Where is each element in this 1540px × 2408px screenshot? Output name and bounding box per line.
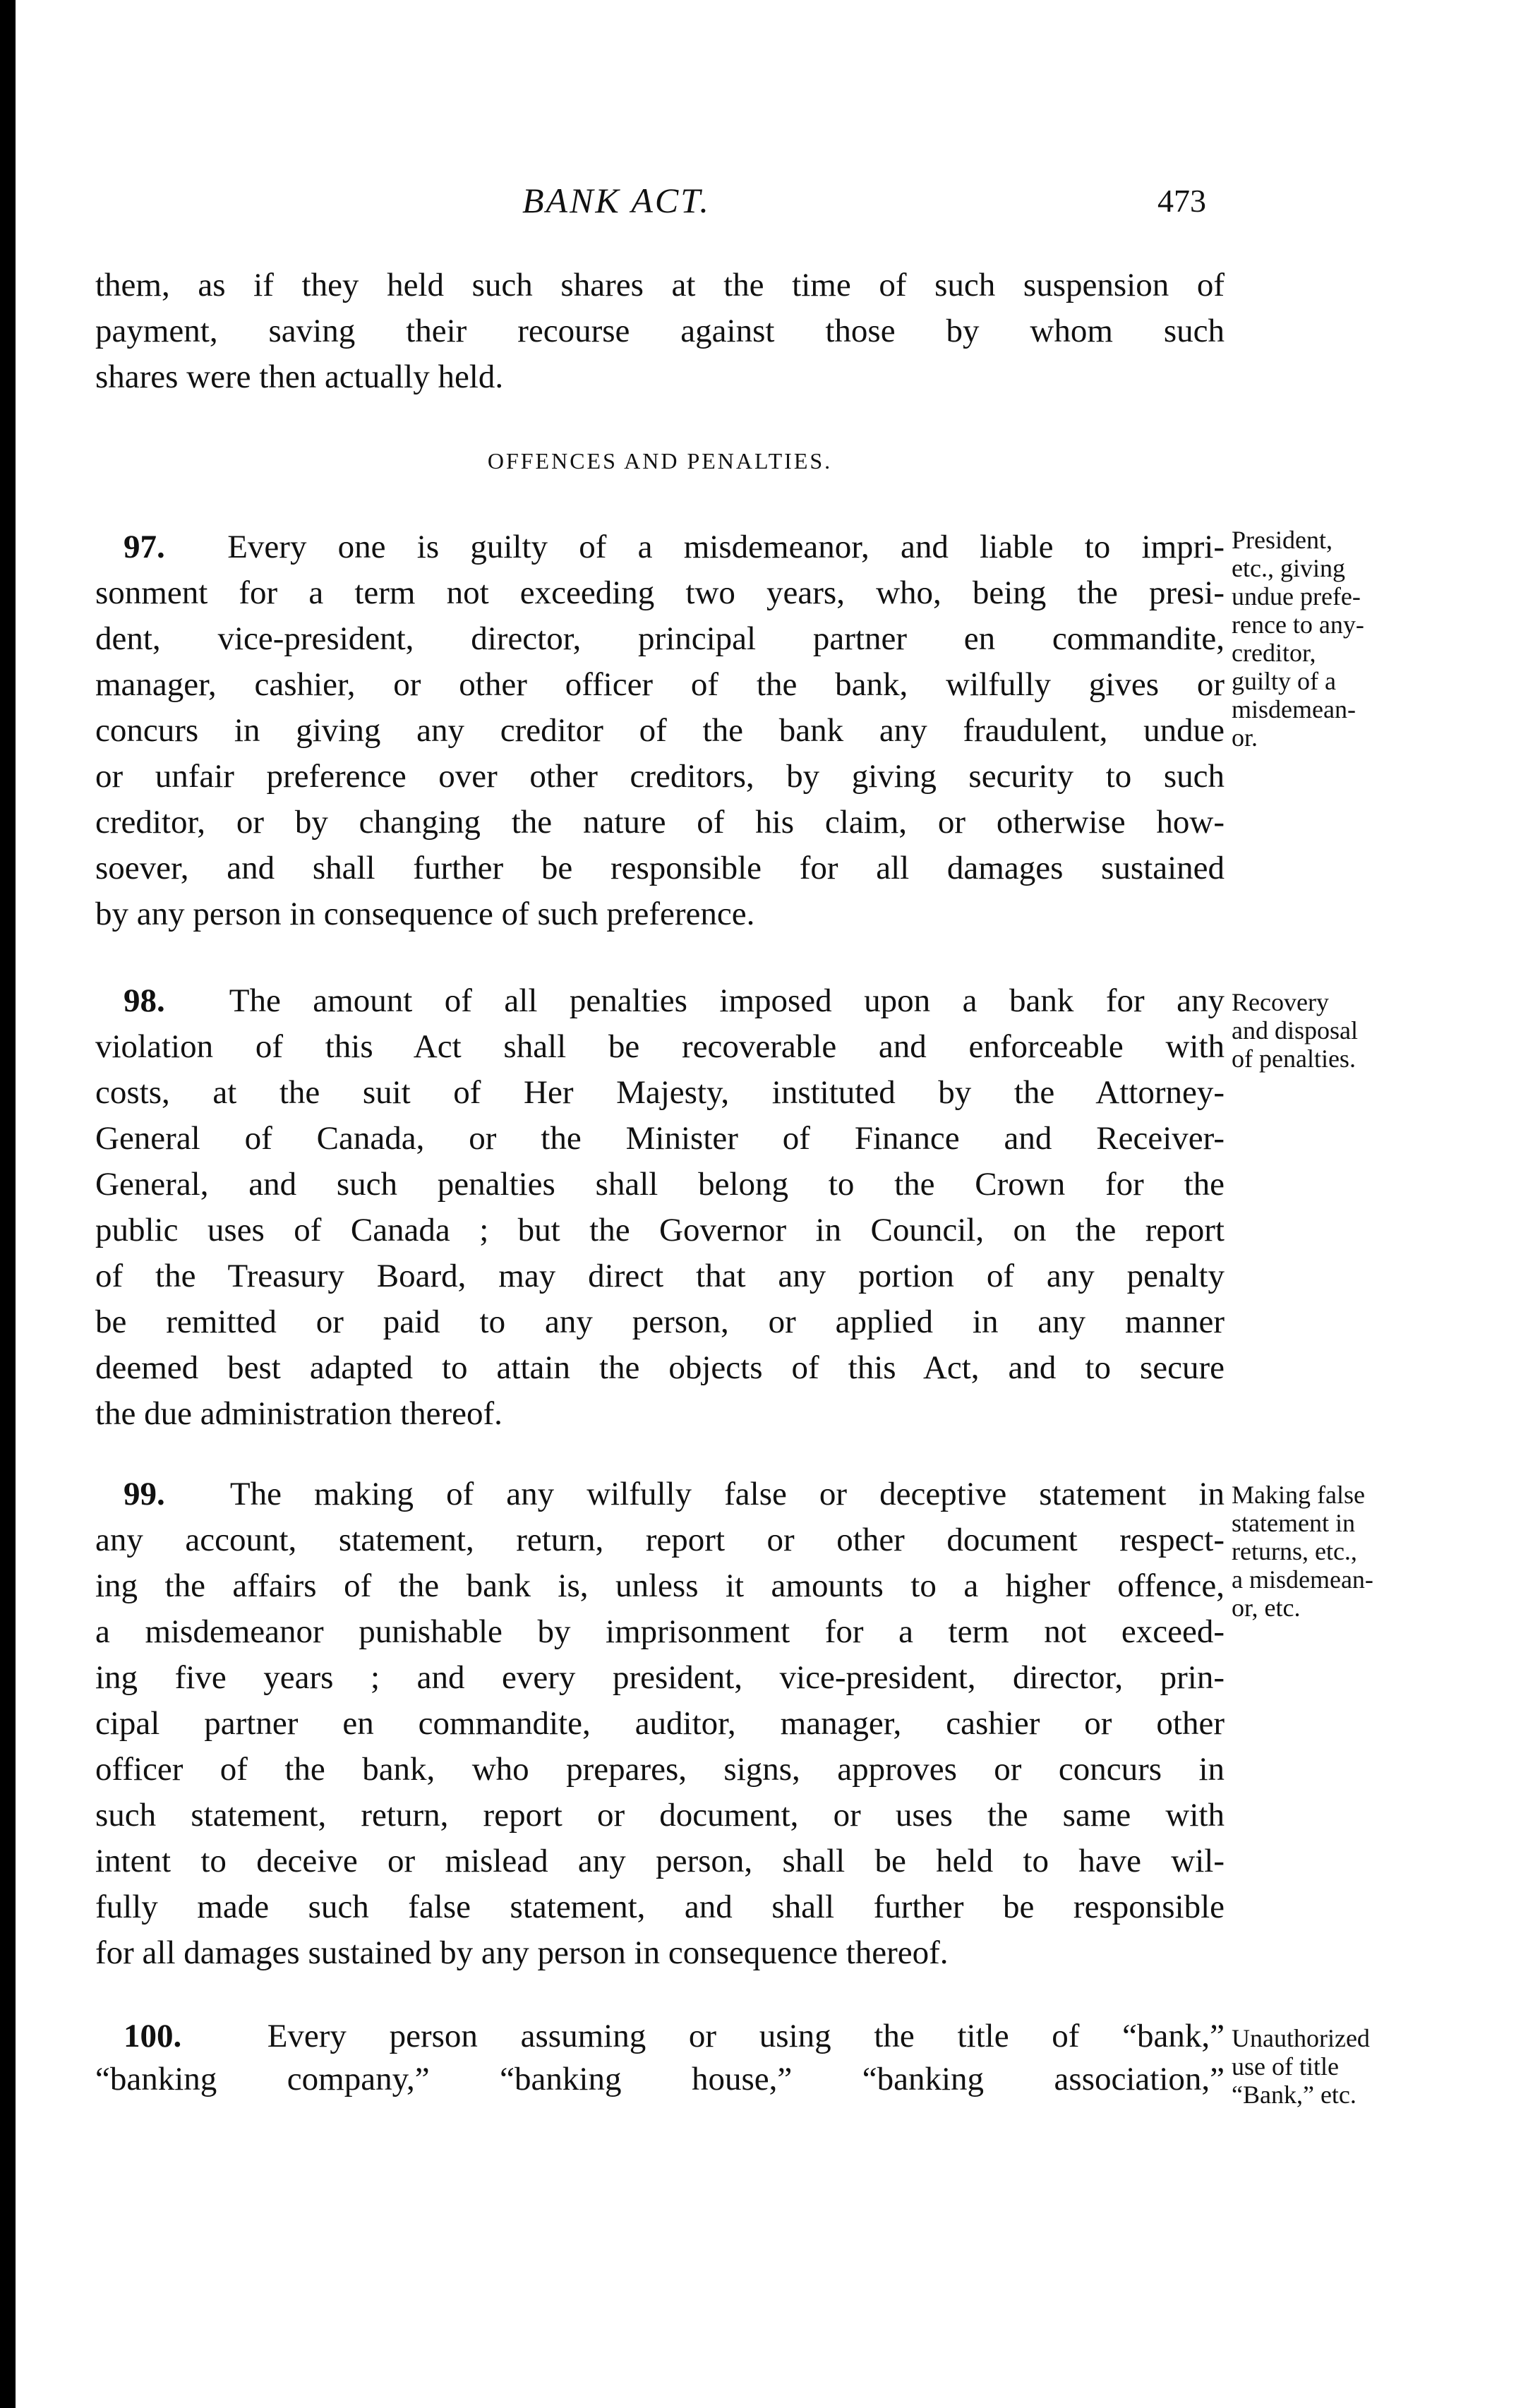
text-line: a misdemeanor punishable by imprisonment for a term not exceed- [95, 1613, 1225, 1650]
text-line: General of Canada, or the Minister of Finance and Receiver- [95, 1120, 1225, 1157]
text-line: shares were then actually held. [95, 359, 504, 395]
text-line: any account, statement, return, report or other document respect- [95, 1522, 1225, 1558]
text-line: fully made such false statement, and shall further be responsible [95, 1889, 1225, 1925]
text-line: them, as if they held such shares at the time of such suspension of [95, 267, 1225, 303]
text-line: sonment for a term not exceeding two years, who, being the presi- [95, 574, 1225, 611]
text-line: cipal partner en commandite, auditor, manager, cashier or other [95, 1705, 1225, 1742]
section-number: 97. [124, 529, 165, 565]
text-line: by any person in consequence of such preference. [95, 896, 755, 932]
text-line: such statement, return, report or document, or uses the same with [95, 1797, 1225, 1834]
text-line: violation of this Act shall be recoverable and enforceable with [95, 1028, 1225, 1065]
text-line: ing five years ; and every president, vice-president, director, prin- [95, 1659, 1225, 1696]
text-line: officer of the bank, who prepares, signs, approves or concurs in [95, 1751, 1225, 1788]
text-line: costs, at the suit of Her Majesty, instituted by the Attorney- [95, 1074, 1225, 1111]
text-line: manager, cashier, or other officer of the bank, wilfully gives or [95, 666, 1225, 703]
text-line: creditor, or by changing the nature of his claim, or otherwise how- [95, 804, 1225, 841]
margin-note-97: President, etc., giving undue prefe- rence to any- creditor, guilty of a misdemean- or. [1232, 526, 1364, 752]
section-number: 100. [124, 2018, 182, 2054]
text-line: concurs in giving any creditor of the bank any fraudulent, undue [95, 712, 1225, 749]
text-line: The amount of all penalties imposed upon a bank for any [229, 982, 1225, 1019]
section-heading: OFFENCES AND PENALTIES. [487, 448, 833, 474]
margin-note-98: Recovery and disposal of penalties. [1232, 988, 1358, 1073]
text-line: payment, saving their recourse against those by whom such [95, 313, 1225, 349]
section-number: 99. [124, 1476, 165, 1512]
section-98 [95, 978, 1225, 1437]
text-line: soever, and shall further be responsible for all damages sustained [95, 850, 1225, 886]
text-line: “banking company,” “banking house,” “banking association,” [95, 2061, 1225, 2097]
running-header-title: BANK ACT. [522, 181, 711, 220]
text-line: Every one is guilty of a misdemeanor, and liable to impri- [227, 529, 1225, 565]
page-number: 473 [1157, 183, 1206, 219]
text-line: General, and such penalties shall belong to the Crown for the [95, 1166, 1225, 1203]
text-line: The making of any wilfully false or deceptive statement in [229, 1476, 1225, 1512]
text-line: of the Treasury Board, may direct that any portion of any penalty [95, 1258, 1225, 1294]
text-line: public uses of Canada ; but the Governor in Council, on the report [95, 1212, 1225, 1248]
text-line: or unfair preference over other creditors, by giving security to such [95, 758, 1225, 795]
text-line: ing the affairs of the bank is, unless it amounts to a higher offence, [95, 1567, 1225, 1604]
text-line: be remitted or paid to any person, or applied in any manner [95, 1304, 1225, 1340]
section-number: 98. [124, 982, 165, 1019]
margin-note-100: Unauthorized use of title “Bank,” etc. [1232, 2024, 1370, 2109]
text-line: for all damages sustained by any person in consequence thereof. [95, 1934, 949, 1971]
text-line: deemed best adapted to attain the objects of this Act, and to secure [95, 1349, 1225, 1386]
margin-note-99: Making false statement in returns, etc., a misdemean- or, etc. [1232, 1481, 1373, 1622]
section-100 [95, 2015, 1225, 2101]
scan-edge [0, 0, 16, 2408]
text-line: dent, vice-president, director, principal partner en commandite, [95, 620, 1225, 657]
intro-paragraph [95, 263, 1225, 400]
section-97 [95, 524, 1225, 937]
section-99 [95, 1471, 1225, 1976]
text-line: the due administration thereof. [95, 1395, 503, 1432]
text-line: intent to deceive or mislead any person, shall be held to have wil- [95, 1843, 1225, 1879]
text-line: Every person assuming or using the title of “bank,” [267, 2018, 1225, 2054]
